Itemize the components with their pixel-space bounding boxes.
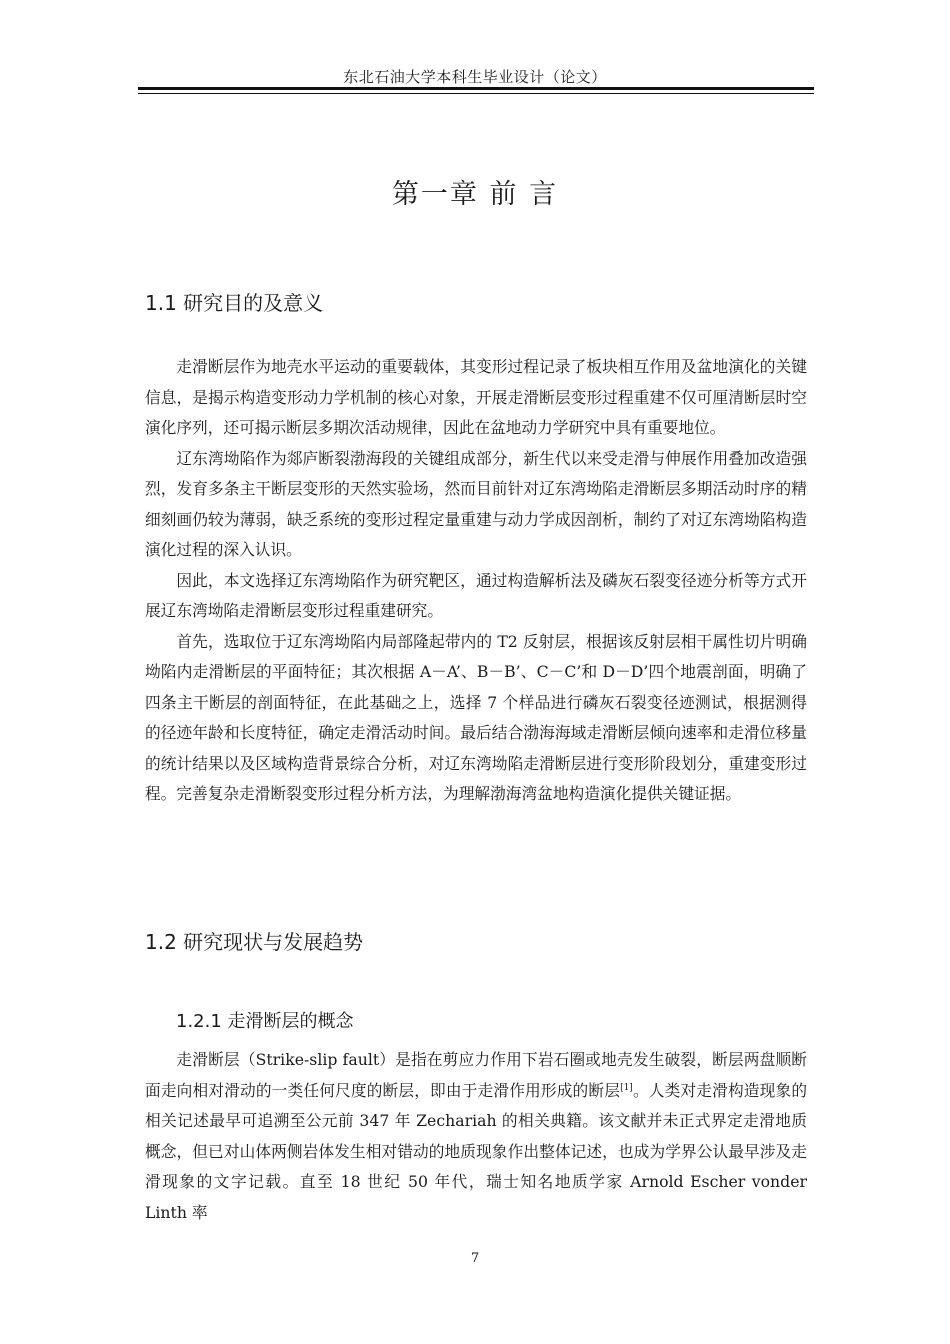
paragraph-text: 走滑断层（Strike-slip fault）是指在剪应力作用下岩石圈或地壳发生破裂，断层两盘顺断面走向相对滑动的一类任何尺度的断层，即由于走滑作用形成的断层: [145, 1050, 807, 1100]
section-1-2-1-body: [145, 1045, 807, 1228]
citation-ref[interactable]: [1]: [620, 1082, 633, 1093]
paragraph: 因此，本文选择辽东湾坳陷作为研究靶区，通过构造解析法及磷灰石裂变径迹分析等方式开展辽东湾坳陷走滑断层变形过程重建研究。: [145, 570, 807, 620]
header-rule-thick: [138, 87, 814, 90]
paragraph: [145, 1045, 807, 1228]
chapter-title: 第一章 前 言: [391, 179, 559, 210]
paragraph: 走滑断层作为地壳水平运动的重要载体，其变形过程记录了板块相互作用及盆地演化的关键信息，是揭示构造变形动力学机制的核心对象，开展走滑断层变形过程重建不仅可厘清断层时空演化序列，还可揭示断层多期次活动规律，因此在盆地动力学研究中具有重要地位。: [145, 357, 807, 437]
paragraph-text: 。人类对走滑构造现象的相关记述最早可追溯至公元前 347 年 Zechariah 的相关典籍。该文献并未正式界定走滑地质概念，但已对山体两侧岩体发生相对错动的地质现象作出整体记述，也成为学界公认最早涉及走滑现象的文字记载。直至 18 世纪 50 年代，瑞士知名地质学家 Arnold Escher vonder Linth 率: [145, 1080, 808, 1222]
paragraph: 辽东湾坳陷作为郯庐断裂渤海段的关键组成部分，新生代以来受走滑与伸展作用叠加改造强烈，发育多条主干断层变形的天然实验场，然而目前针对辽东湾坳陷走滑断层多期活动时序的精细刻画仍较为薄弱，缺乏系统的变形过程定量重建与动力学成因剖析，制约了对辽东湾坳陷构造演化过程的深入认识。: [145, 448, 807, 559]
section-1-1-body: [145, 352, 807, 810]
paragraph: 首先，选取位于辽东湾坳陷内局部隆起带内的 T2 反射层，根据该反射层相干属性切片明确坳陷内走滑断层的平面特征；其次根据 A－A’、B－B’、C－C’和 D－D’四个地震剖面，明确了四条主干断层的剖面特征，在此基础之上，选择 7 个样品进行磷灰石裂变径迹测试，根据测得的径迹年龄和长度特征，确定走滑活动时间。最后结合渤海海域走滑断层倾向速率和走滑位移量的统计结果以及区域构造背景综合分析，对辽东湾坳陷走滑断层进行变形阶段划分，重建变形过程。完善复杂走滑断裂变形过程分析方法，为理解渤海湾盆地构造演化提供关键证据。: [145, 631, 807, 803]
header-rule-thin: [138, 93, 814, 94]
page-number: 7: [470, 1251, 480, 1266]
section-heading-1-2: 1.2 研究现状与发展趋势: [145, 930, 364, 954]
section-heading-1-1: 1.1 研究目的及意义: [145, 291, 324, 315]
section-heading-1-2-1: 1.2.1 走滑断层的概念: [176, 1011, 354, 1032]
running-header: 东北石油大学本科生毕业设计（论文）: [343, 68, 607, 86]
